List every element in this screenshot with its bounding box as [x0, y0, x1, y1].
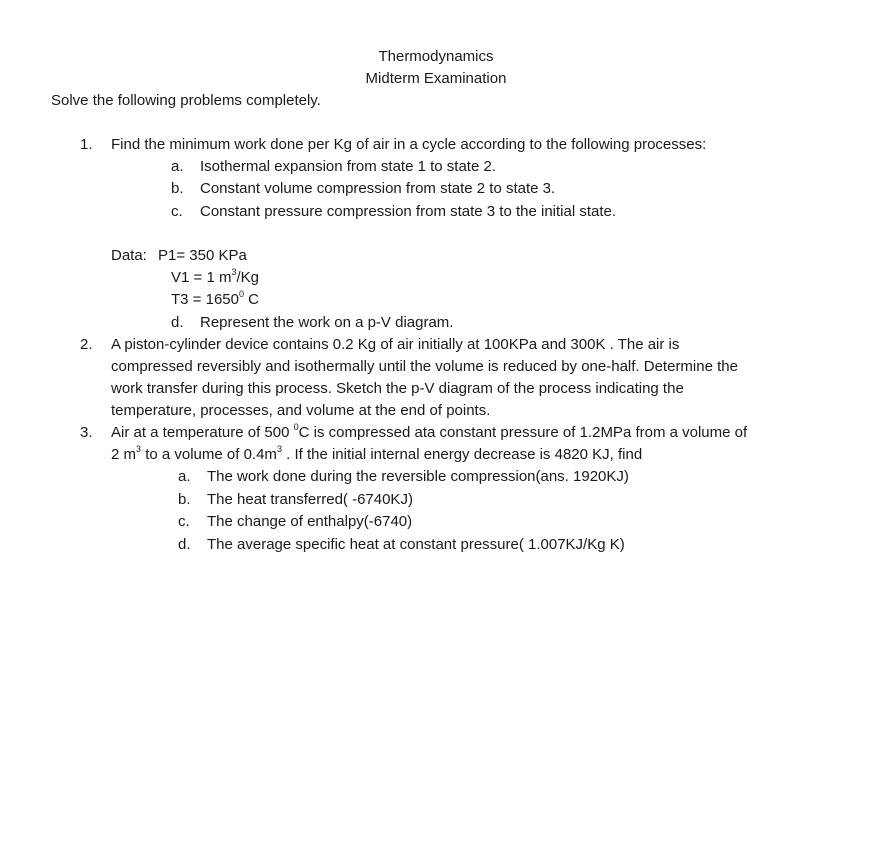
problem-1-number: 1. [80, 136, 93, 153]
data-t3: $T3 = 1650^0$ C [171, 289, 259, 308]
exam-title: Midterm Examination [365, 70, 507, 87]
problem-3-item-d: The average specific heat at constant pressure( 1.007KJ/Kg K) [207, 536, 625, 553]
problem-1-item-d: Represent the work on a p-V diagram. [200, 314, 454, 331]
problem-3-line-2: 2 $m^3$ to a volume of $0.4m^3$ . If the initial internal energy decrease is 4820 KJ, find [111, 444, 643, 463]
problem-3-line-1: Air at a temperature of 500 $^0$C is compressed ata constant pressure of 1.2MPa from a volume of [111, 422, 748, 441]
data-v1: V1 = 1 $m^3/Kg$ [171, 267, 259, 286]
data-label: Data: [111, 247, 147, 264]
problem-1-item-b-letter: b. [171, 180, 184, 197]
problem-1-item-b: Constant volume compression from state 2 to state 3. [200, 180, 556, 197]
problem-2-number: 2. [80, 336, 93, 353]
problem-1-item-a: Isothermal expansion from state 1 to state 2. [200, 158, 496, 175]
problem-3-number: 3. [80, 424, 93, 441]
problem-3-item-a-letter: a. [178, 468, 191, 485]
problem-3-item-a: The work done during the reversible compression(ans. 1920KJ) [207, 468, 629, 485]
problem-1-text: Find the minimum work done per Kg of air in a cycle according to the following processes: [111, 136, 707, 153]
problem-2-line-1: A piston-cylinder device contains 0.2 Kg of air initially at 100KPa and 300K . The air is [111, 336, 680, 353]
data-p1: P1= 350 KPa [158, 247, 247, 264]
instructions: Solve the following problems completely. [51, 92, 321, 109]
problem-3-item-c: The change of enthalpy(-6740) [207, 513, 413, 530]
problem-1-item-c: Constant pressure compression from state 3 to the initial state. [200, 203, 617, 220]
problem-1-item-d-letter: d. [171, 314, 184, 331]
problem-3-item-d-letter: d. [178, 536, 191, 553]
problem-1-item-c-letter: c. [171, 203, 183, 220]
problem-3-item-c-letter: c. [178, 513, 190, 530]
subject-title: Thermodynamics [378, 48, 494, 65]
problem-3-item-b: The heat transferred( -6740KJ) [207, 491, 413, 508]
problem-1-item-a-letter: a. [171, 158, 184, 175]
problem-2-line-2: compressed reversibly and isothermally until the volume is reduced by one-half. Determine the [111, 358, 738, 375]
problem-2-line-4: temperature, processes, and volume at the end of points. [111, 402, 491, 419]
problem-3-item-b-letter: b. [178, 491, 191, 508]
problem-2-line-3: work transfer during this process. Sketch the p-V diagram of the process indicating the [111, 380, 684, 397]
